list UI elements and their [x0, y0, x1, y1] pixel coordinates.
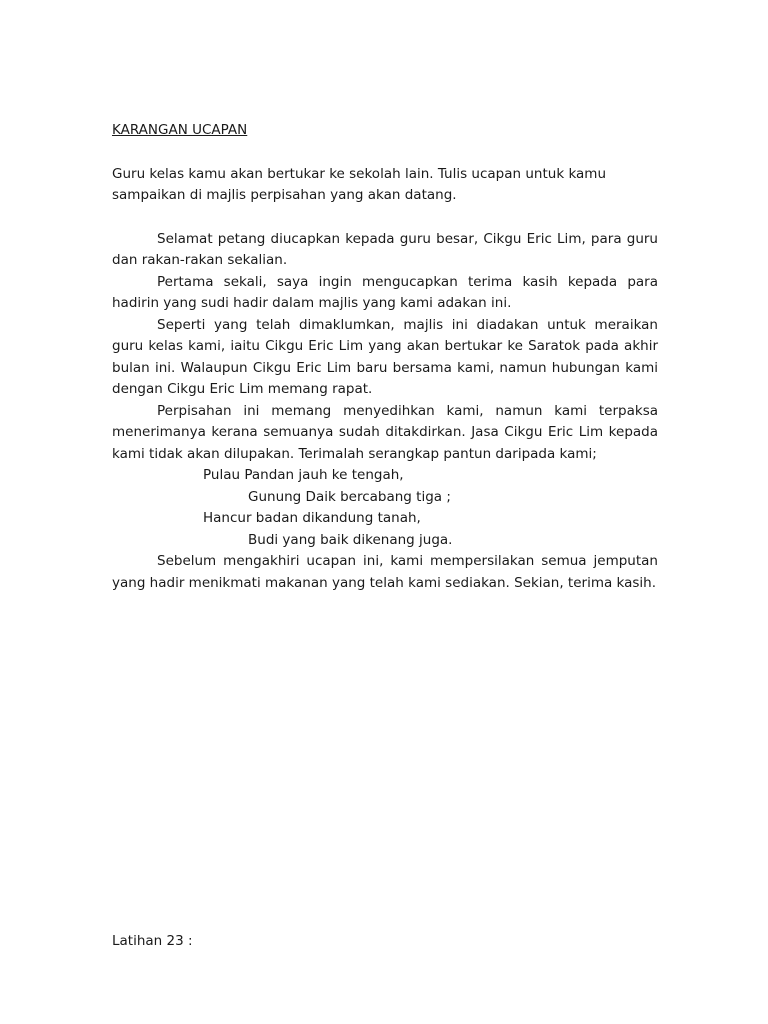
document-title: KARANGAN UCAPAN — [112, 122, 248, 138]
speech-paragraph-1: Selamat petang diucapkan kepada guru besar, Cikgu Eric Lim, para guru dan rakan-rakan sekalian. — [112, 230, 658, 268]
pantun-line-1: Pulau Pandan jauh ke tengah, — [203, 467, 404, 483]
pantun-line-3: Hancur badan dikandung tanah, — [203, 510, 421, 526]
speech-paragraph-2: Pertama sekali, saya ingin mengucapkan terima kasih kepada para hadirin yang sudi hadir dalam majlis yang kami adakan ini. — [112, 273, 658, 311]
instruction-text: Guru kelas kamu akan bertukar ke sekolah lain. Tulis ucapan untuk kamu sampaikan di majlis perpisahan yang akan datang. — [112, 165, 607, 203]
exercise-label: Latihan 23 : — [112, 933, 193, 949]
speech-paragraph-4: Perpisahan ini memang menyedihkan kami, namun kami terpaksa menerimanya kerana semuanya sudah ditakdirkan. Jasa Cikgu Eric Lim kepada kami tidak akan dilupakan. Terimalah serangkap pantun daripada kami; — [112, 402, 658, 462]
speech-paragraph-3: Seperti yang telah dimaklumkan, majlis ini diadakan untuk meraikan guru kelas kami, iaitu Cikgu Eric Lim yang akan bertukar ke Saratok pada akhir bulan ini. Walaupun Cikgu Eric Lim baru bersama kami, namun hubungan kami dengan Cikgu Eric Lim memang rapat. — [112, 316, 658, 397]
closing-paragraph: Sebelum mengakhiri ucapan ini, kami mempersilakan semua jemputan yang hadir menikmati makanan yang telah kami sediakan. Sekian, terima kasih. — [112, 553, 658, 591]
document-page — [112, 120, 658, 594]
pantun-verse — [112, 465, 658, 551]
pantun-line-2: Gunung Daik bercabang tiga ; — [248, 488, 451, 505]
speech-body — [112, 229, 658, 595]
pantun-line-4: Budi yang baik dikenang juga. — [248, 531, 453, 548]
